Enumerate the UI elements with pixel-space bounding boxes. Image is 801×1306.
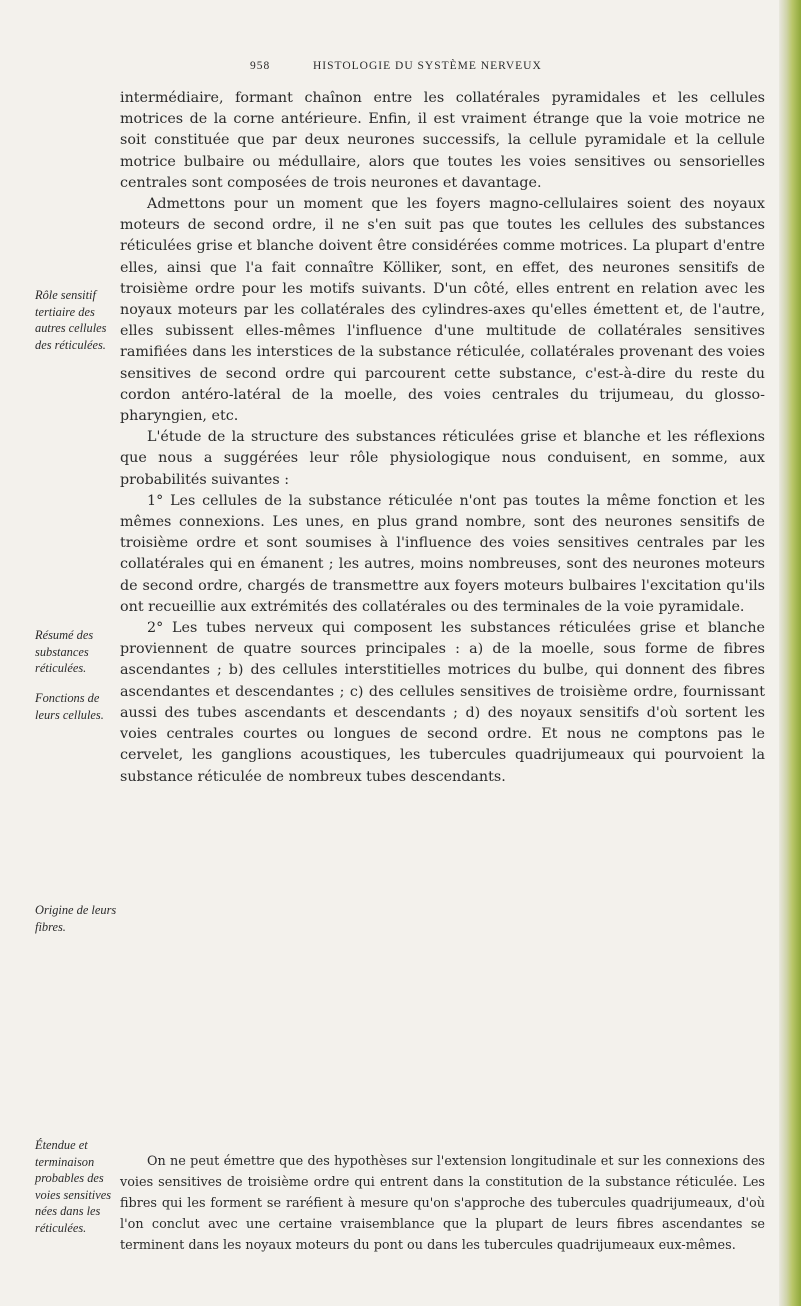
page-number: 958 (250, 60, 271, 72)
running-title: HISTOLOGIE DU SYSTÈME NERVEUX (313, 60, 542, 72)
paragraph-5: 2° Les tubes nerveux qui composent les substances réticulées grise et blanche proviennent de quatre sources principales : a) de la moelle, sous forme de fibres ascendantes ; b) des cellules interstitielles motrices du bulbe, qui donnent des fibres ascendantes et descendantes ; c) des cellules sensitives de troisième ordre, fournissant aussi des tubes ascendants et descendants ; d) des noyaux sensitifs d'où sortent les voies centrales courtes ou longues de second ordre. Et nous ne comptons pas le cervelet, les ganglions acoustiques, les tubercules quadrijumeaux qui pourvoient la substance réticulée de nombreux tubes descendants. (120, 620, 765, 785)
page-edge-shadow (779, 0, 801, 1306)
margin-note-role: Rôle sensitif tertiaire des autres cellules des réticulées. (35, 288, 107, 352)
paragraph-6: On ne peut émettre que des hypothèses sur l'extension longitudinale et sur les connexions des voies sensitives de troisième ordre qui entrent dans la constitution de la substance réticulée. Les fibres qui les forment se raréfient à mesure qu'on s'approche des tubercules quadrijumeaux, d'où l'on conclut avec une certaine vraisemblance que la plupart de leurs fibres ascendantes se terminent dans les noyaux moteurs du pont ou dans les tubercules quadrijumeaux eux-mêmes. (120, 1153, 765, 1253)
paragraph-4: 1° Les cellules de la substance réticulée n'ont pas toutes la même fonction et les mêmes connexions. Les unes, en plus grand nombre, sont des neurones sensitifs de troisième ordre et sont soumises à l'influence des voies sensitives centrales par les collatérales qui en émanent ; les autres, moins nombreuses, sont des neurones moteurs de second ordre, chargés de transmettre aux foyers moteurs bulbaires l'excitation qu'ils ont recueillie aux extrémités des collatérales ou des terminales de la voie pyramidale. (120, 492, 765, 615)
margin-note-etendue: Étendue et terminaison probables des voies sensitives nées dans les réticulées. (35, 1138, 112, 1235)
margin-note-origine: Origine de leurs fibres. (35, 903, 117, 934)
paragraph-1: intermédiaire, formant chaînon entre les collatérales pyramidales et les cellules motrices de la corne antérieure. Enfin, il est vraiment étrange que la voie motrice ne soit constituée que par deux neurones successifs, la cellule pyramidale et la cellule motrice bulbaire ou médullaire, alors que toutes les voies sensitives ou sensorielles centrales sont composées de trois neurones et davantage. (120, 90, 765, 191)
margin-note-fonctions: Fonctions de leurs cellules. (35, 691, 104, 722)
margin-note-resume: Résumé des substances réticulées. (35, 628, 94, 675)
paragraph-3: L'étude de la structure des substances réticulées grise et blanche et les réflexions que nous a suggérées leur rôle physiologique nous conduisent, en somme, aux probabilités suivantes : (120, 429, 765, 488)
main-text (120, 88, 765, 788)
small-print-section (120, 1138, 765, 1269)
paragraph-2: Admettons pour un moment que les foyers magno-cellulaires soient des noyaux moteurs de second ordre, il ne s'en suit pas que toutes les cellules des substances réticulées grise et blanche doivent être considérées comme motrices. La plupart d'entre elles, ainsi que l'a fait connaître Kölliker, sont, en effet, des neurones sensitifs de troisième ordre pour les motifs suivants. D'un côté, elles entrent en relation avec les noyaux moteurs par les collatérales des cylindres-axes qu'elles émettent et, de l'autre, elles subissent elles-mêmes l'influence d'une multitude de collatérales sensitives ramifiées dans les interstices de la substance réticulée, collatérales provenant des voies sensitives de second ordre qui parcourent cette substance, c'est-à-dire du reste du cordon antéro-latéral de la moelle, des voies centrales du trijumeau, du glosso-pharyngien, etc. (120, 196, 765, 425)
